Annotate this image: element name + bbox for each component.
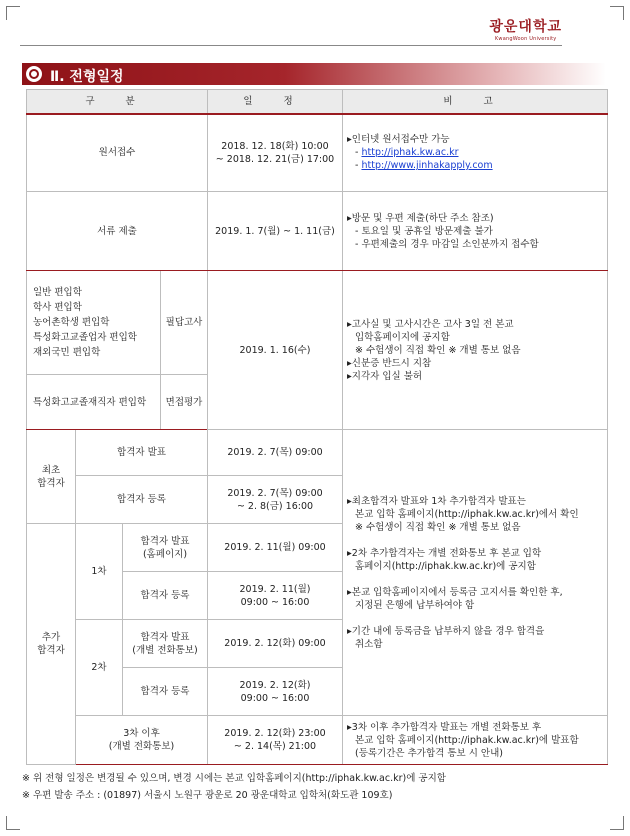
- exam-date: 2019. 1. 16(수): [208, 271, 343, 430]
- crop-mark-bottom-right: [610, 816, 624, 830]
- table-row-application: [27, 114, 608, 192]
- footnotes: [22, 770, 446, 804]
- r2-register-label: 합격자 등록: [123, 668, 208, 716]
- result-notes: ▸최초합격자 발표와 1차 추가합격자 발표는 본교 입학 홈페이지(http://iphak.kw.ac.kr)에서 확인 ※ 수험생이 직접 확인 ※ 개별 통보 없음 ▸2차 추가합격자는 개별 전화통보 후 본교 입학 홈페이지(http://iphak.kw.ac.kr)에 공지함 ▸본교 입학홈페이지에서 등록금 고지서를 확인한 후, 지정된 은행에 납부하여야 함 ▸기간 내에 등록금을 납부하지 않을 경우 합격을 취소함: [343, 430, 608, 716]
- logo-name-kr: 광운대학교: [489, 19, 562, 35]
- table-row-exam-written: [27, 271, 608, 375]
- final-label: 최초 합격자: [27, 430, 76, 524]
- exam-group1-label: 일반 편입학 학사 편입학 농어촌학생 편입학 특성화고교졸업자 편입학 재외국민 편입학: [27, 271, 161, 375]
- table-row-r3: [27, 716, 608, 765]
- application-date: 2018. 12. 18(화) 10:00 ~ 2018. 12. 21(금) 17:00: [208, 114, 343, 192]
- university-emblem-icon: [24, 64, 44, 84]
- r1-announce-date: 2019. 2. 11(월) 09:00: [208, 524, 343, 572]
- exam-note: ▸고사실 및 고사시간은 고사 3일 전 본교 입학홈페이지에 공지함 ※ 수험생이 직접 확인 ※ 개별 통보 없음 ▸신분증 반드시 지참 ▸지각자 입실 불허: [343, 271, 608, 430]
- header-schedule: 일 정: [208, 90, 343, 114]
- round2-label: 2차: [76, 620, 123, 716]
- crop-mark-top-right: [610, 6, 624, 20]
- exam-group1-type: 필답고사: [161, 271, 208, 375]
- r1-register-label: 합격자 등록: [123, 572, 208, 620]
- iphak-link[interactable]: http://iphak.kw.ac.kr: [361, 147, 459, 159]
- final-announce-label: 합격자 발표: [76, 430, 208, 476]
- application-label: 원서접수: [27, 114, 208, 192]
- additional-label: 추가 합격자: [27, 524, 76, 765]
- header-rule: [20, 45, 562, 46]
- round3-date: 2019. 2. 12(화) 23:00 ~ 2. 14(목) 21:00: [208, 716, 343, 765]
- admission-schedule-table: [26, 89, 608, 765]
- final-announce-date: 2019. 2. 7(목) 09:00: [208, 430, 343, 476]
- table-row-documents: [27, 192, 608, 271]
- university-logo: [489, 16, 562, 42]
- crop-mark-bottom-left: [6, 816, 20, 830]
- footnote-mail-address: ※ 우편 발송 주소 : (01897) 서울시 노원구 광운로 20 광운대학교 입학처(화도관 109호): [22, 790, 393, 801]
- round3-label: 3차 이후 (개별 전화통보): [76, 716, 208, 765]
- round1-label: 1차: [76, 524, 123, 620]
- documents-label: 서류 제출: [27, 192, 208, 271]
- header-category: 구 분: [27, 90, 208, 114]
- r1-announce-label: 합격자 발표 (홈페이지): [123, 524, 208, 572]
- table-row-final-announce: [27, 430, 608, 476]
- crop-mark-top-left: [6, 6, 20, 20]
- documents-note: ▸방문 및 우편 제출(하단 주소 참조) - 토요일 및 공휴일 방문제출 불가 - 우편제출의 경우 마감일 소인분까지 접수함: [343, 192, 608, 271]
- final-register-label: 합격자 등록: [76, 476, 208, 524]
- logo-name-en: KwangWoon University: [494, 36, 557, 42]
- r1-register-date: 2019. 2. 11(월) 09:00 ~ 16:00: [208, 572, 343, 620]
- final-register-date: 2019. 2. 7(목) 09:00 ~ 2. 8(금) 16:00: [208, 476, 343, 524]
- r2-announce-date: 2019. 2. 12(화) 09:00: [208, 620, 343, 668]
- application-note: ▸인터넷 원서접수만 가능 - http://iphak.kw.ac.kr - http://www.jinhakapply.com: [343, 114, 608, 192]
- section-title: Ⅱ. 전형일정: [50, 69, 124, 85]
- jinhakapply-link[interactable]: http://www.jinhakapply.com: [361, 160, 493, 172]
- round3-notes: ▸3차 이후 추가합격자 발표는 개별 전화통보 후 본교 입학 홈페이지(http://iphak.kw.ac.kr)에 발표함 (등록기간은 추가합격 통보 시 안내): [343, 716, 608, 765]
- table-header-row: [27, 90, 608, 114]
- r2-register-date: 2019. 2. 12(화) 09:00 ~ 16:00: [208, 668, 343, 716]
- exam-group2-label: 특성화고교졸재직자 편입학: [27, 375, 161, 430]
- documents-date: 2019. 1. 7(월) ~ 1. 11(금): [208, 192, 343, 271]
- r2-announce-label: 합격자 발표 (개별 전화통보): [123, 620, 208, 668]
- header-remarks: 비 고: [343, 90, 608, 114]
- footnote-schedule-change: ※ 위 전형 일정은 변경될 수 있으며, 변경 시에는 본교 입학홈페이지(http://iphak.kw.ac.kr)에 공지함: [22, 773, 446, 784]
- exam-group2-type: 면접평가: [161, 375, 208, 430]
